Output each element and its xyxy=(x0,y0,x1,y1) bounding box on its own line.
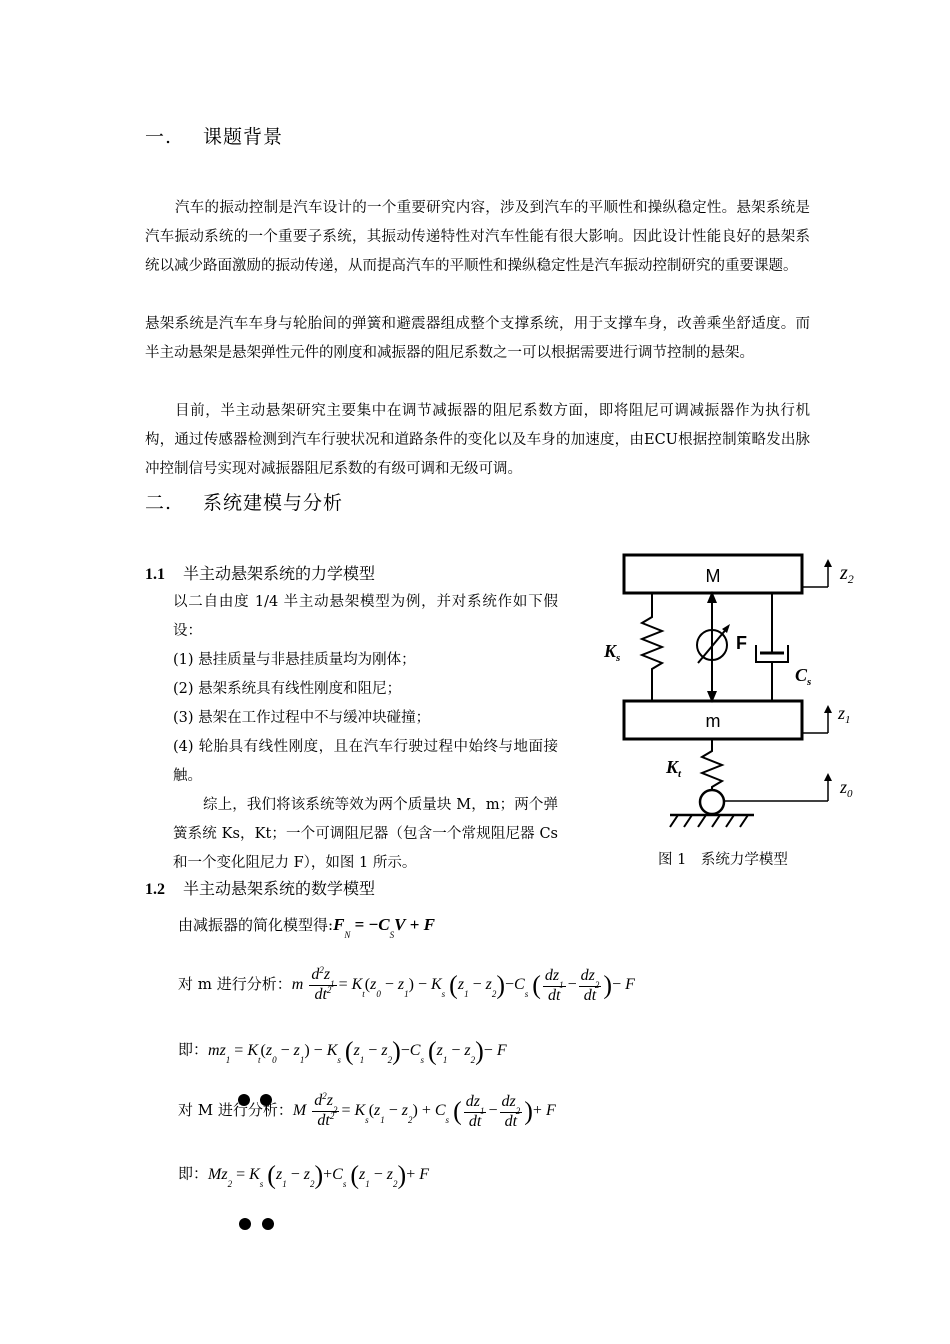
system-summary: 综上，我们将该系统等效为两个质量块 M，m；两个弹簧系统 Ks，Kt；一个可调阻尼器（包含一个常规阻尼器 Cs 和一个变化阻尼力 F），如图 1 所示。 xyxy=(173,797,558,871)
equation-2-label: 对 m 进行分析： xyxy=(178,975,292,994)
section-2-title: 系统建模与分析 xyxy=(203,492,344,514)
subsection-1-2-heading xyxy=(145,876,375,899)
figure-1-caption: 图 1 系统力学模型 xyxy=(658,852,788,868)
assumption-item: (4) 轮胎具有线性刚度，且在汽车行驶过程中始终与地面接触。 xyxy=(173,739,558,784)
background-paragraph-1: 汽车的振动控制是汽车设计的一个重要研究内容，涉及到汽车的平顺性和操纵稳定性。悬架系统是汽车振动系统的一个重要子系统，其振动传递特性对汽车性能有很大影响。因此设计性能良好的悬架系统以减少路面激励的振动传递，从而提高汽车的平顺性和操纵稳定性是汽车振动控制研究的重要课题。 xyxy=(145,200,810,274)
subsection-1-1-number: 1.1 xyxy=(145,566,165,583)
section-2-number: 二. xyxy=(145,492,173,514)
equation-3-label: 即： xyxy=(178,1040,209,1059)
section-1-heading xyxy=(145,122,283,149)
subsection-1-2-title: 半主动悬架系统的数学模型 xyxy=(183,879,376,898)
spring-t-label: $K_t$ xyxy=(666,757,682,780)
section-1-number: 一. xyxy=(145,126,173,148)
equation-m-result: 即：$mz_1 = K_t(z_0 - z_1) - K_s$ $(z_1 - z_2)-C_s$ $(z_1 - z_2)- F$ xyxy=(178,1036,507,1065)
subsection-1-1-title: 半主动悬架系统的力学模型 xyxy=(183,564,376,583)
subsection-1-1-heading xyxy=(145,561,375,584)
background-paragraph-2: 悬架系统是汽车车身与轮胎间的弹簧和避震器组成整个支撑系统，用于支撑车身，改善乘坐舒适度。而半主动悬架是悬架弹性元件的刚度和减振器的阻尼系数之一可以根据需要进行调节控制的悬架。 xyxy=(145,316,810,361)
equation-4-label: 对 M 进行分析： xyxy=(178,1101,293,1120)
suspension-model-diagram xyxy=(600,545,880,835)
z2-label: $z_2$ xyxy=(840,562,854,586)
assumption-intro: 以二自由度 1/4 半主动悬架模型为例，并对系统作如下假设： xyxy=(173,594,558,639)
double-dot-marker xyxy=(239,1218,251,1230)
equation-M-result: 即：$Mz_2 = K_s$ $(z_1 - z_2)+C_s$ $(z_1 - z_2)+ F$ xyxy=(178,1160,430,1189)
section-2-heading xyxy=(145,488,343,515)
section-1-title: 课题背景 xyxy=(203,126,284,148)
spring-s-label: $K_s$ xyxy=(604,641,621,664)
assumption-item: (3) 悬架在工作过程中不与缓冲块碰撞； xyxy=(173,710,431,726)
assumption-item: (1) 悬挂质量与非悬挂质量均为刚体； xyxy=(173,652,416,668)
z0-label: $z_0$ xyxy=(840,777,853,800)
equation-5-label: 即： xyxy=(178,1164,209,1183)
subsection-1-2-number: 1.2 xyxy=(145,881,165,898)
suspension-spring xyxy=(642,593,662,701)
z1-label: $z_1$ xyxy=(838,703,851,726)
unsprung-mass-label: m xyxy=(705,711,721,731)
background-paragraph-3: 目前，半主动悬架研究主要集中在调节减振器的阻尼系数方面，即将阻尼可调减振器作为执行机构，通过传感器检测到汽车行驶状况和道路条件的变化以及车身的加速度，由ECU根据控制策略发出脉冲控制信号实现对减振器阻尼系数的有级可调和无级可调。 xyxy=(145,403,810,477)
force-label: F xyxy=(736,633,747,653)
ground-hatching xyxy=(670,815,748,827)
damper-label: $C_s$ xyxy=(795,665,812,688)
equation-M-analysis: 对 M 进行分析：M $\frac{d^2z_2}{dt^2}$ = $K_s(z_1 - z_2) + C_s$ ( $\frac{dz_1}{dt}$ − $\frac{dz_2}{dt}$ )+ F xyxy=(178,1091,556,1130)
wheel-circle xyxy=(700,790,724,814)
equation-m-analysis: 对 m 进行分析：m $\frac{d^2z_1}{dt^2}$ = $K_t(z_0 - z_1) - K_s$ $(z_1 - z_2)-C_s$ ( $\frac{dz_1}{dt}$ − $\frac{dz_2}{dt}$ )− F xyxy=(178,965,635,1004)
sprung-mass-label: M xyxy=(705,566,721,586)
double-dot-marker xyxy=(262,1218,274,1230)
equation-1-label: 由减振器的简化模型得: xyxy=(178,916,334,934)
tire-spring xyxy=(702,739,722,791)
equation-damper-model: 由减振器的简化模型得$:F_N = -C_SV + F$ xyxy=(178,915,436,940)
assumption-item: (2) 悬架系统具有线性刚度和阻尼； xyxy=(173,681,402,697)
